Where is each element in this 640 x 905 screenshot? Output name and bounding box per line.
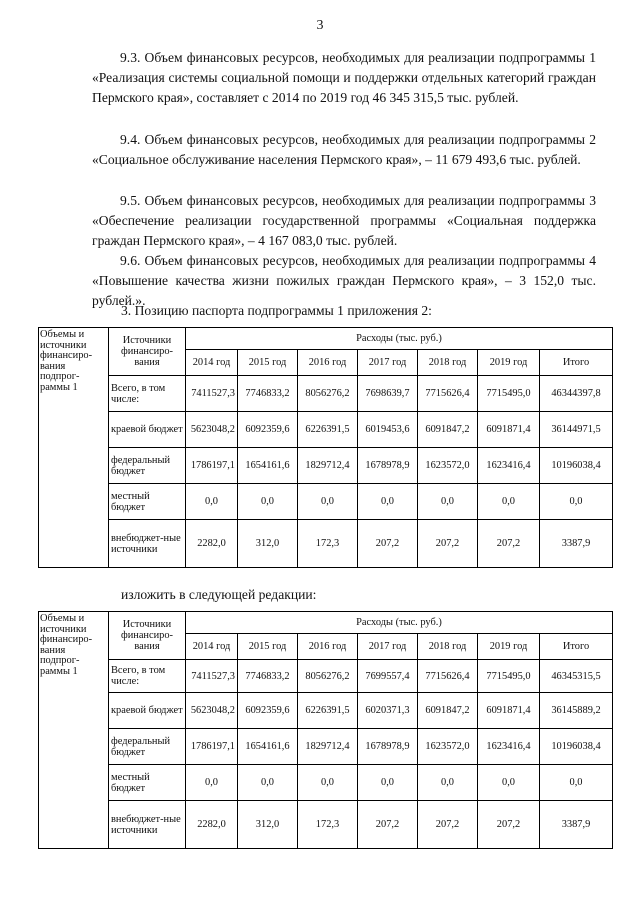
- row-label: федеральный бюджет: [109, 448, 186, 484]
- year-header: 2018 год: [418, 350, 478, 376]
- cell-value: 1678978,9: [358, 729, 418, 765]
- row-label: федеральный бюджет: [109, 729, 186, 765]
- cell-value: 0,0: [298, 765, 358, 801]
- paragraph-9-3: [92, 48, 596, 108]
- cell-value: 2282,0: [186, 801, 238, 849]
- cell-value: 7411527,3: [186, 660, 238, 693]
- year-header: 2017 год: [358, 350, 418, 376]
- cell-value: 0,0: [238, 765, 298, 801]
- row-label: внебюджет-ные источники: [109, 520, 186, 568]
- row-label: местный бюджет: [109, 765, 186, 801]
- cell-value: 5623048,2: [186, 693, 238, 729]
- cell-value: 6091871,4: [478, 412, 540, 448]
- year-header: 2014 год: [186, 350, 238, 376]
- cell-value: 1829712,4: [298, 729, 358, 765]
- cell-value: 312,0: [238, 520, 298, 568]
- cell-value: 207,2: [478, 801, 540, 849]
- year-header: 2016 год: [298, 350, 358, 376]
- intro-new-table: изложить в следующей редакции:: [121, 587, 317, 602]
- finance-table-new: [38, 611, 613, 849]
- cell-value: 1623416,4: [478, 729, 540, 765]
- table-row: [39, 376, 613, 412]
- cell-value: 3387,9: [540, 801, 613, 849]
- cell-value: 312,0: [238, 801, 298, 849]
- row-label: Всего, в том числе:: [109, 660, 186, 693]
- objectives-label: Объемы и источники финансиро-вания подпрог-раммы 1: [39, 328, 109, 568]
- table-row: [39, 693, 613, 729]
- cell-value: 1786197,1: [186, 448, 238, 484]
- year-header: 2014 год: [186, 634, 238, 660]
- cell-value: 6091871,4: [478, 693, 540, 729]
- year-header: 2015 год: [238, 350, 298, 376]
- cell-value: 6019453,6: [358, 412, 418, 448]
- cell-value: 0,0: [238, 484, 298, 520]
- cell-value: 172,3: [298, 520, 358, 568]
- cell-value: 7698639,7: [358, 376, 418, 412]
- cell-value: 7746833,2: [238, 376, 298, 412]
- cell-value: 6226391,5: [298, 693, 358, 729]
- cell-value: 1654161,6: [238, 729, 298, 765]
- paragraph-9-5: [92, 191, 596, 251]
- cell-value: 36144971,5: [540, 412, 613, 448]
- table-row: [39, 729, 613, 765]
- cell-value: 8056276,2: [298, 376, 358, 412]
- sources-header: Источники финансиро-вания: [109, 328, 186, 376]
- cell-value: 1786197,1: [186, 729, 238, 765]
- cell-value: 1623416,4: [478, 448, 540, 484]
- cell-value: 7715495,0: [478, 660, 540, 693]
- cell-value: 0,0: [418, 484, 478, 520]
- cell-value: 207,2: [478, 520, 540, 568]
- cell-value: 10196038,4: [540, 729, 613, 765]
- cell-value: 6020371,3: [358, 693, 418, 729]
- total-header: Итого: [540, 350, 613, 376]
- cell-value: 0,0: [298, 484, 358, 520]
- cell-value: 0,0: [478, 484, 540, 520]
- paragraph-text: 9.4. Объем финансовых ресурсов, необходимых для реализации подпрограммы 2 «Социальное обслуживание населения Пермского края», – 11 679 493,6 тыс. рублей.: [92, 132, 596, 167]
- cell-value: 7746833,2: [238, 660, 298, 693]
- row-label: внебюджет-ные источники: [109, 801, 186, 849]
- page-number: 3: [316, 18, 324, 33]
- cell-value: 2282,0: [186, 520, 238, 568]
- cell-value: 3387,9: [540, 520, 613, 568]
- finance-table-old: [38, 327, 613, 568]
- sources-header: Источники финансиро-вания: [109, 612, 186, 660]
- table-row: [39, 448, 613, 484]
- cell-value: 0,0: [186, 765, 238, 801]
- year-header: 2019 год: [478, 634, 540, 660]
- cell-value: 10196038,4: [540, 448, 613, 484]
- table-row: [39, 660, 613, 693]
- year-header: 2015 год: [238, 634, 298, 660]
- cell-value: 6091847,2: [418, 412, 478, 448]
- table-row: [39, 484, 613, 520]
- cell-value: 1623572,0: [418, 729, 478, 765]
- paragraph-text: 9.3. Объем финансовых ресурсов, необходимых для реализации подпрограммы 1 «Реализация системы социальной помощи и поддержки отдельных категорий граждан Пермского края», составляет с 2014 по 2019 год 46 345 315,5 тыс. рублей.: [92, 50, 596, 105]
- cell-value: 1654161,6: [238, 448, 298, 484]
- cell-value: 207,2: [418, 801, 478, 849]
- intro-old-table: 3. Позицию паспорта подпрограммы 1 приложения 2:: [121, 303, 432, 318]
- cell-value: 36145889,2: [540, 693, 613, 729]
- table-row: [39, 765, 613, 801]
- paragraph-9-6: [92, 251, 596, 311]
- cell-value: 5623048,2: [186, 412, 238, 448]
- cell-value: 0,0: [358, 765, 418, 801]
- cell-value: 46345315,5: [540, 660, 613, 693]
- cell-value: 1678978,9: [358, 448, 418, 484]
- cell-value: 1623572,0: [418, 448, 478, 484]
- cell-value: 1829712,4: [298, 448, 358, 484]
- row-label: Всего, в том числе:: [109, 376, 186, 412]
- expenses-header: Расходы (тыс. руб.): [186, 328, 613, 350]
- cell-value: 0,0: [186, 484, 238, 520]
- table-row: [39, 801, 613, 849]
- cell-value: 7715495,0: [478, 376, 540, 412]
- cell-value: 6091847,2: [418, 693, 478, 729]
- cell-value: 7715626,4: [418, 660, 478, 693]
- table-row: [39, 412, 613, 448]
- cell-value: 0,0: [478, 765, 540, 801]
- cell-value: 207,2: [418, 520, 478, 568]
- cell-value: 207,2: [358, 801, 418, 849]
- cell-value: 7411527,3: [186, 376, 238, 412]
- cell-value: 46344397,8: [540, 376, 613, 412]
- cell-value: 6226391,5: [298, 412, 358, 448]
- total-header: Итого: [540, 634, 613, 660]
- row-label: краевой бюджет: [109, 412, 186, 448]
- row-label: местный бюджет: [109, 484, 186, 520]
- cell-value: 0,0: [358, 484, 418, 520]
- cell-value: 8056276,2: [298, 660, 358, 693]
- year-header: 2017 год: [358, 634, 418, 660]
- cell-value: 207,2: [358, 520, 418, 568]
- cell-value: 7699557,4: [358, 660, 418, 693]
- table-row: [39, 520, 613, 568]
- year-header: 2018 год: [418, 634, 478, 660]
- objectives-label: Объемы и источники финансиро-вания подпрог-раммы 1: [39, 612, 109, 849]
- cell-value: 7715626,4: [418, 376, 478, 412]
- cell-value: 0,0: [540, 765, 613, 801]
- cell-value: 6092359,6: [238, 412, 298, 448]
- cell-value: 6092359,6: [238, 693, 298, 729]
- year-header: 2019 год: [478, 350, 540, 376]
- cell-value: 172,3: [298, 801, 358, 849]
- paragraph-9-4: [92, 130, 596, 170]
- cell-value: 0,0: [418, 765, 478, 801]
- paragraph-text: 9.5. Объем финансовых ресурсов, необходимых для реализации подпрограммы 3 «Обеспечение реализации государственной программы «Социальная поддержка граждан Пермского края», – 4 167 083,0 тыс. рублей.: [92, 193, 596, 248]
- cell-value: 0,0: [540, 484, 613, 520]
- paragraph-text: 9.6. Объем финансовых ресурсов, необходимых для реализации подпрограммы 4 «Повышение качества жизни пожилых граждан Пермского края», – 3 152,0 тыс. рублей.».: [92, 253, 596, 308]
- row-label: краевой бюджет: [109, 693, 186, 729]
- year-header: 2016 год: [298, 634, 358, 660]
- expenses-header: Расходы (тыс. руб.): [186, 612, 613, 634]
